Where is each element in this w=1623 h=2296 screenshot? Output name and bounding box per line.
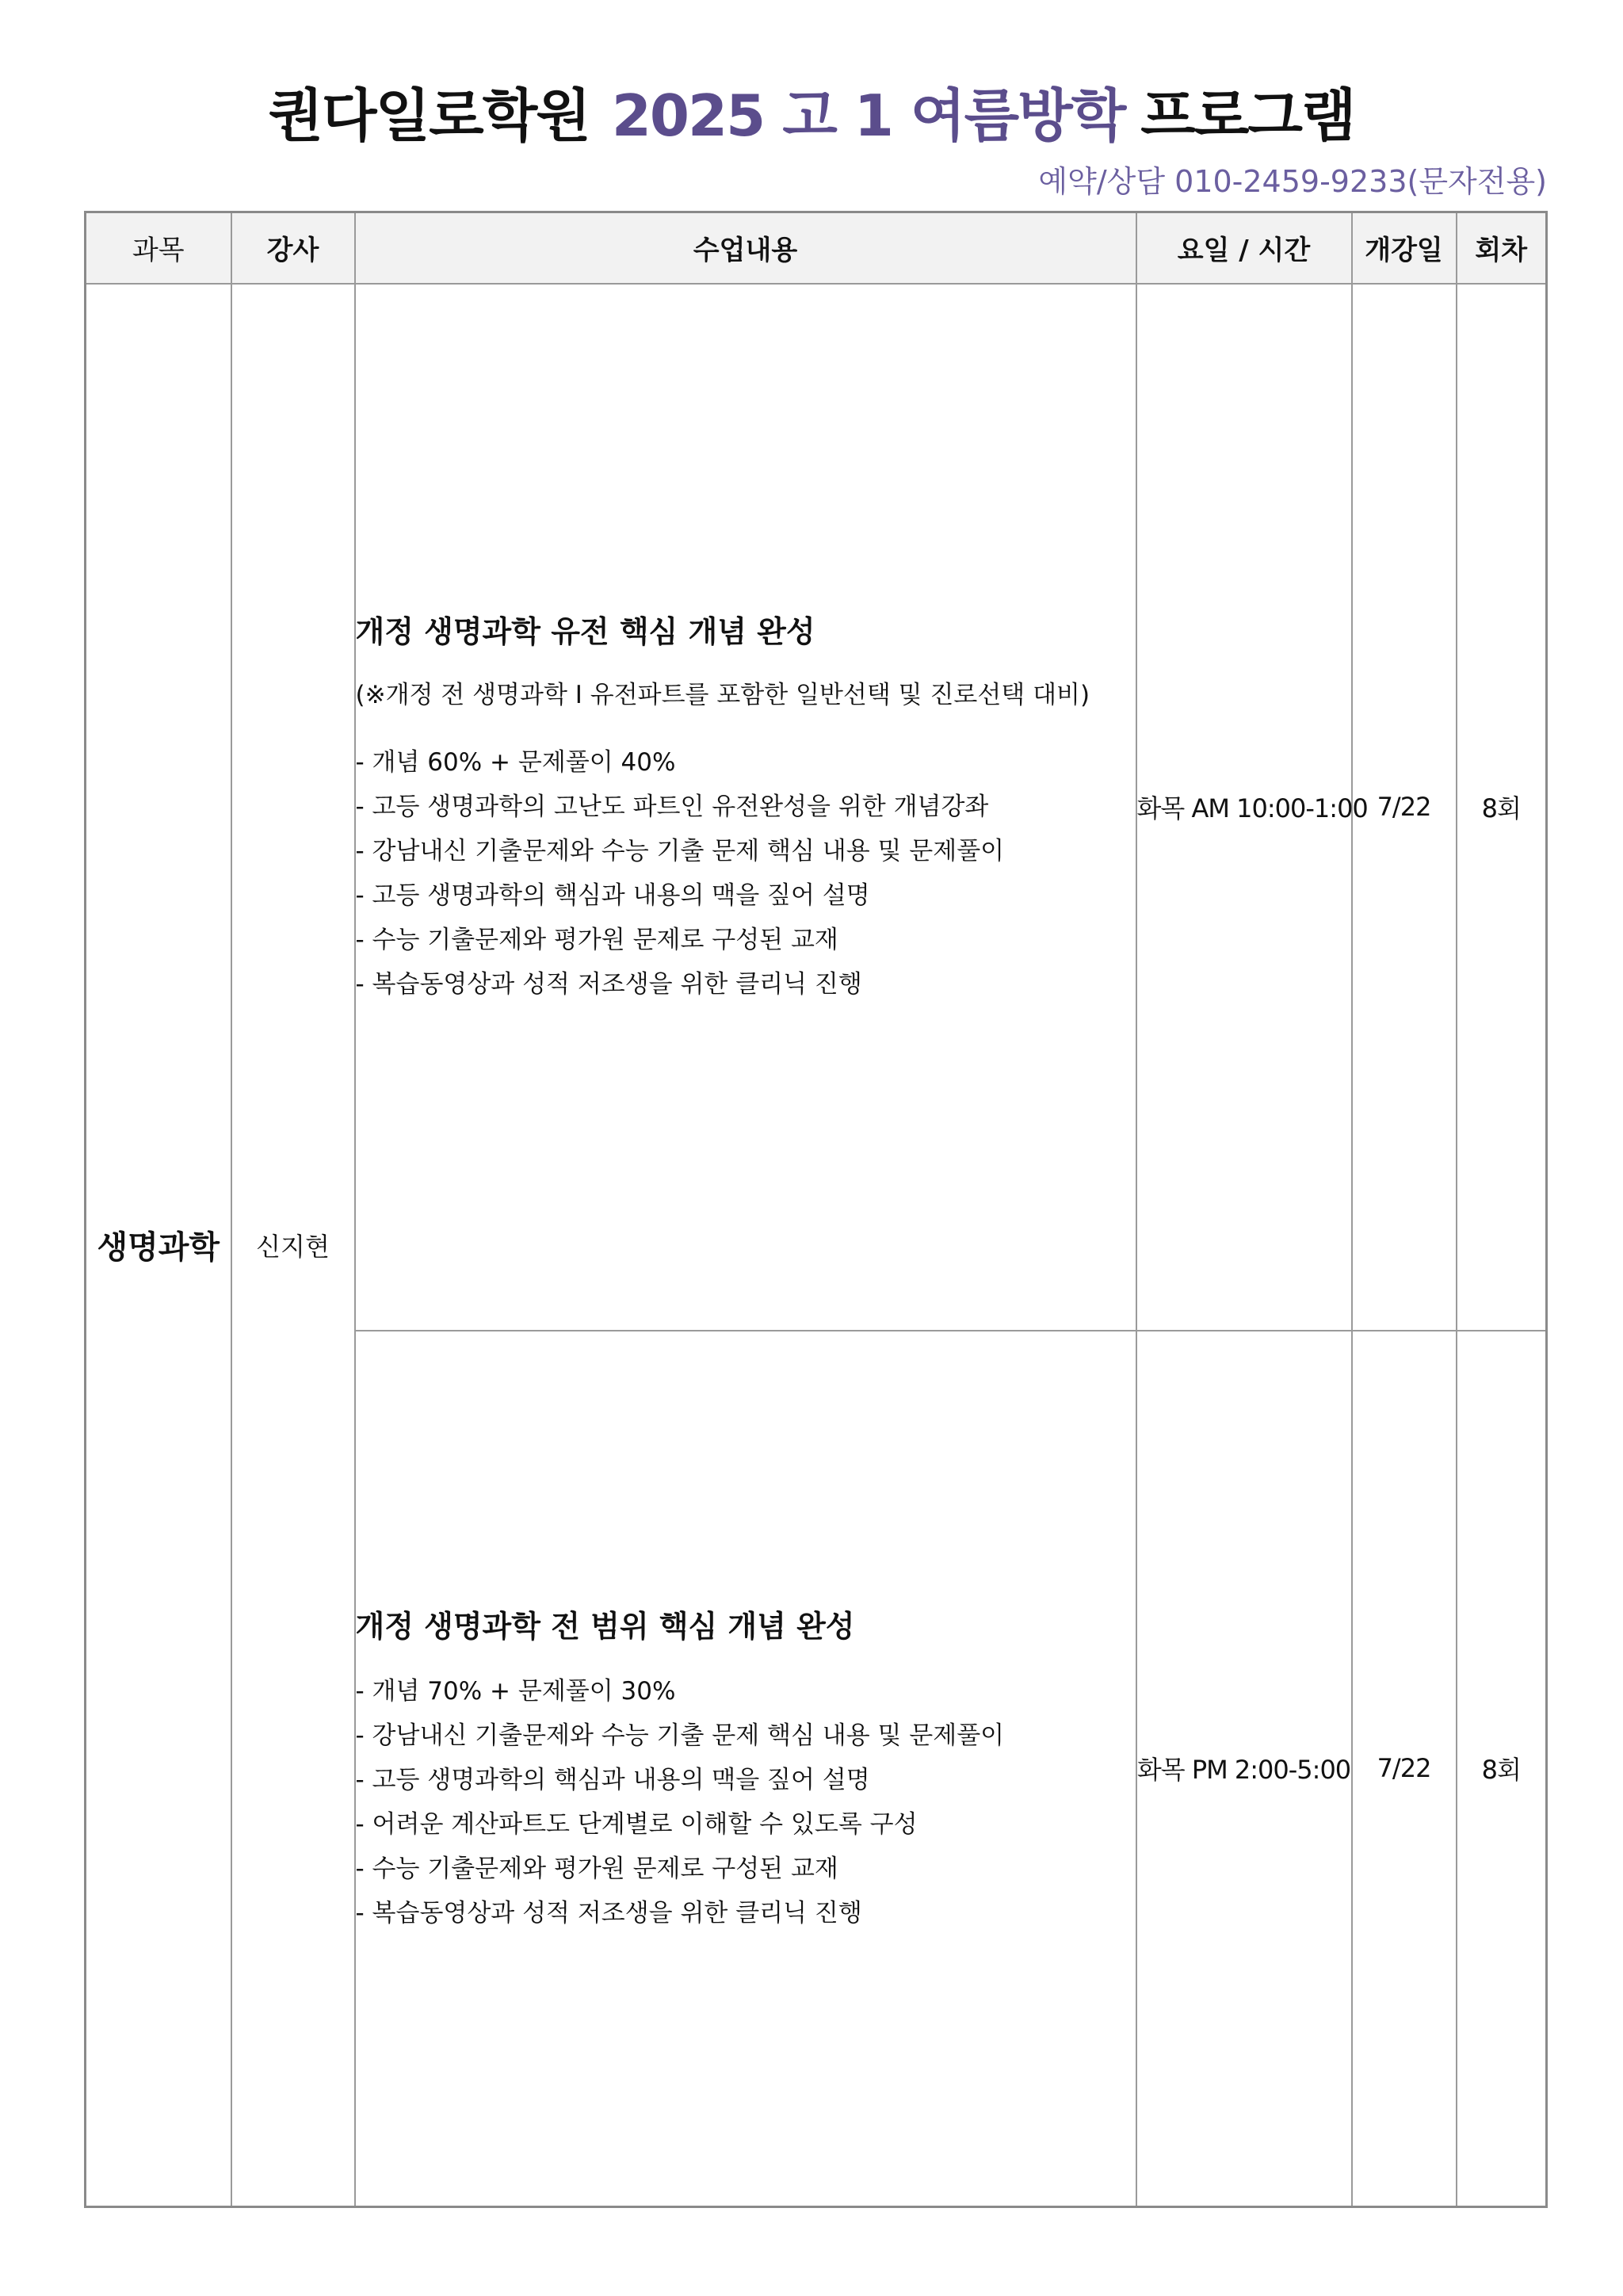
list-item: - 강남내신 기출문제와 수능 기출 문제 핵심 내용 및 문제풀이 (356, 1713, 1136, 1758)
course-content-cell (355, 1331, 1136, 2207)
teacher-cell: 신지현 (231, 284, 355, 2207)
col-header-schedule: 요일 / 시간 (1136, 212, 1352, 284)
list-item: - 수능 기출문제와 평가원 문제로 구성된 교재 (356, 1847, 1136, 1891)
list-item: - 수능 기출문제와 평가원 문제로 구성된 교재 (356, 918, 1136, 962)
col-header-sessions: 회차 (1457, 212, 1547, 284)
academy-name: 퀀다일로학원 (268, 82, 590, 149)
course-title: 개정 생명과학 전 범위 핵심 개념 완성 (355, 1608, 855, 1644)
list-item: - 고등 생명과학의 고난도 파트인 유전완성을 위한 개념강좌 (356, 785, 1136, 829)
list-item: - 어려운 계산파트도 단계별로 이해할 수 있도록 구성 (356, 1802, 1136, 1847)
list-item: - 고등 생명과학의 핵심과 내용의 맥을 짚어 설명 (356, 873, 1136, 918)
col-header-teacher: 강사 (231, 212, 355, 284)
course-title: 개정 생명과학 유전 핵심 개념 완성 (355, 614, 815, 650)
list-item: - 강남내신 기출문제와 수능 기출 문제 핵심 내용 및 문제풀이 (356, 829, 1136, 873)
course-note: (※개정 전 생명과학 I 유전파트를 포함한 일반선택 및 진로선택 대비) (355, 681, 1090, 710)
col-header-start-date: 개강일 (1352, 212, 1457, 284)
program-label: 프로그램 (1140, 82, 1355, 149)
program-term: 2025 고 1 여름방학 (611, 82, 1125, 149)
schedule-cell: 화목 PM 2:00-5:00 (1136, 1331, 1352, 2207)
list-item: - 개념 70% + 문제풀이 30% (356, 1669, 1136, 1713)
course-content-cell (355, 284, 1136, 1331)
list-item: - 개념 60% + 문제풀이 40% (356, 740, 1136, 785)
start-date-cell: 7/22 (1352, 1331, 1457, 2207)
schedule-cell: 화목 AM 10:00-1:00 (1136, 284, 1352, 1331)
sessions-cell: 8회 (1457, 1331, 1547, 2207)
start-date-cell: 7/22 (1352, 284, 1457, 1331)
schedule-table (84, 211, 1548, 2208)
table-row (86, 284, 1547, 1331)
contact-info: 예약/상담 010-2459-9233(문자전용) (1038, 164, 1547, 199)
page-title (0, 70, 1623, 152)
sessions-cell: 8회 (1457, 284, 1547, 1331)
list-item: - 복습동영상과 성적 저조생을 위한 클리닉 진행 (356, 1891, 1136, 1935)
subject-cell: 생명과학 (86, 284, 231, 2207)
course-bullets (356, 740, 1136, 1007)
col-header-content: 수업내용 (355, 212, 1136, 284)
list-item: - 복습동영상과 성적 저조생을 위한 클리닉 진행 (356, 962, 1136, 1007)
course-bullets (356, 1669, 1136, 1935)
col-header-subject: 과목 (86, 212, 231, 284)
table-header-row (86, 212, 1547, 284)
list-item: - 고등 생명과학의 핵심과 내용의 맥을 짚어 설명 (356, 1758, 1136, 1802)
